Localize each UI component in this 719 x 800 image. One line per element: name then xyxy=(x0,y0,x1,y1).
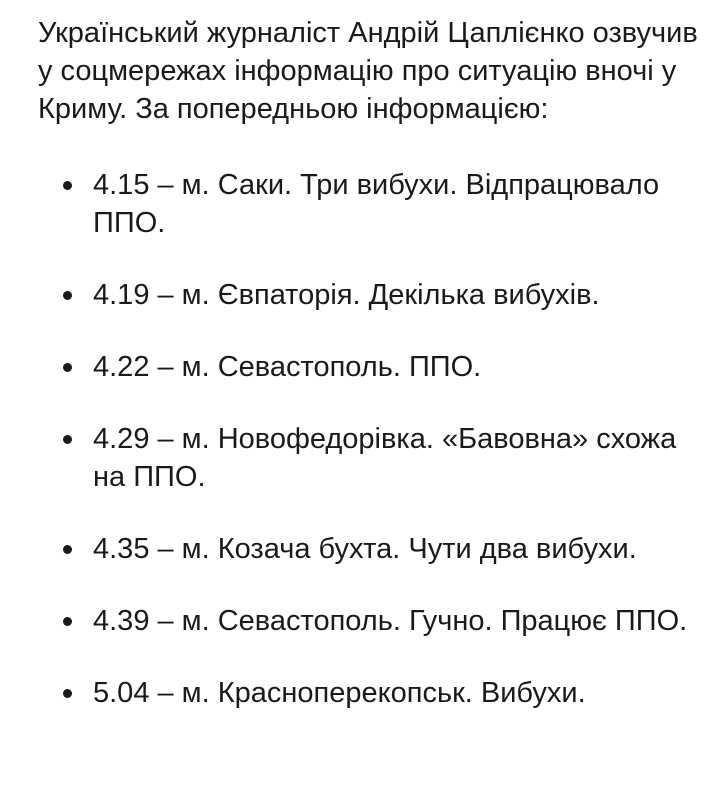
list-item xyxy=(38,420,708,496)
list-item xyxy=(38,276,708,314)
event-text: 4.39 – м. Севастополь. Гучно. Працює ППО. xyxy=(93,605,688,637)
event-text: 4.15 – м. Саки. Три вибухи. Відпрацювало ППО. xyxy=(93,169,660,239)
list-item xyxy=(38,166,708,242)
event-text: 5.04 – м. Красноперекопськ. Вибухи. xyxy=(93,677,586,709)
event-text: 4.22 – м. Севастополь. ППО. xyxy=(93,351,482,383)
bullet-icon xyxy=(63,363,72,372)
list-item xyxy=(38,530,708,568)
bullet-icon xyxy=(63,617,72,626)
event-text: 4.19 – м. Євпаторія. Декілька вибухів. xyxy=(93,279,600,311)
bullet-icon xyxy=(63,181,72,190)
intro-paragraph: Український журналіст Андрій Цаплієнко озвучив у соцмережах інформацію про ситуацію вночі у Криму. За попередньою інформацією: xyxy=(38,17,698,125)
event-text: 4.35 – м. Козача бухта. Чути два вибухи. xyxy=(93,533,637,565)
event-text: 4.29 – м. Новофедорівка. «Бавовна» схожа на ППО. xyxy=(93,423,677,493)
bullet-icon xyxy=(63,291,72,300)
bullet-icon xyxy=(63,545,72,554)
list-item xyxy=(38,348,708,386)
bullet-icon xyxy=(63,689,72,698)
list-item xyxy=(38,674,708,712)
events-list xyxy=(38,166,708,712)
bullet-icon xyxy=(63,435,72,444)
article-body xyxy=(38,14,708,746)
list-item xyxy=(38,602,708,640)
